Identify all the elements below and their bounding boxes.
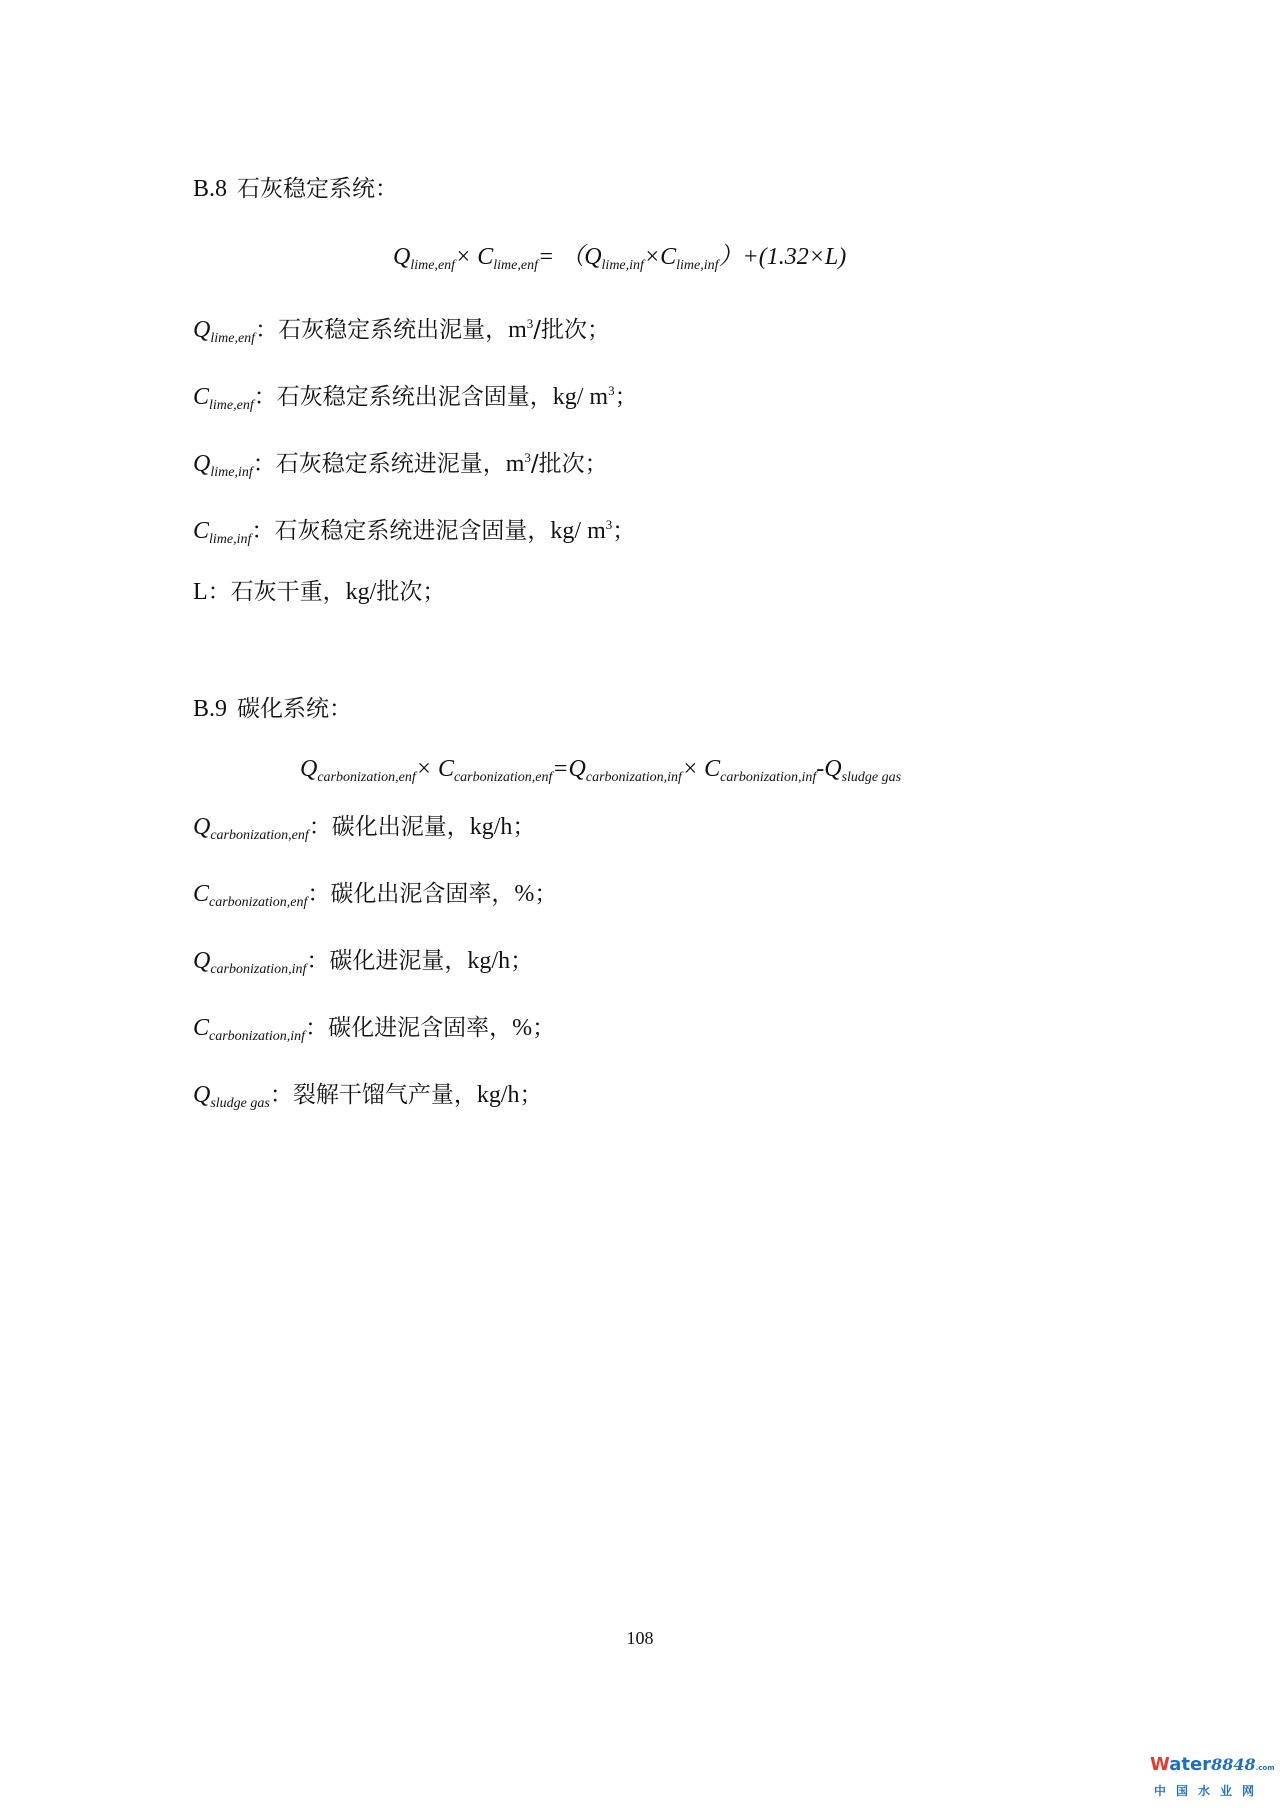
formula-symbol: C xyxy=(477,244,494,270)
def-symbol: C xyxy=(193,1015,210,1041)
def-unit: m xyxy=(508,317,527,343)
formula-subscript: sludge gas xyxy=(841,770,902,785)
def-superscript: 3 xyxy=(524,450,531,465)
def-subscript: lime,enf xyxy=(210,331,256,346)
b9-def-q-inf xyxy=(193,946,533,985)
def-tail: 批次； xyxy=(376,579,446,605)
formula-subscript: carbonization,inf xyxy=(720,770,817,785)
def-text: ：碳化出泥含固率， xyxy=(307,881,515,907)
b8-def-q-enf xyxy=(193,309,610,354)
def-tail: /批次； xyxy=(533,317,610,343)
b9-formula xyxy=(300,754,901,793)
b8-heading-title: 石灰稳定系统： xyxy=(237,176,399,202)
def-text: ：碳化进泥含固率， xyxy=(305,1015,513,1041)
formula-subscript: lime,inf xyxy=(601,258,644,273)
def-text: ：石灰稳定系统进泥含固量， xyxy=(251,518,551,544)
def-symbol: Q xyxy=(193,1082,211,1108)
b9-def-q-enf xyxy=(193,812,535,851)
def-subscript: sludge gas xyxy=(210,1096,270,1111)
watermark-number: 8848 xyxy=(1211,1755,1256,1774)
def-text: ：石灰稳定系统进泥量， xyxy=(252,451,506,477)
watermark-domain: .com xyxy=(1255,1764,1275,1772)
b8-heading xyxy=(193,174,398,204)
formula-subscript: lime,enf xyxy=(410,258,456,273)
def-unit: m xyxy=(505,451,525,477)
def-subscript: carbonization,inf xyxy=(209,1029,306,1044)
def-unit: kg/ m xyxy=(552,384,609,410)
def-text: ：石灰稳定系统出泥含固量， xyxy=(253,384,553,410)
def-text: ：石灰干重， xyxy=(207,579,346,605)
def-text: ：石灰稳定系统出泥量， xyxy=(255,317,509,343)
formula-symbol: Q xyxy=(568,756,586,782)
def-superscript: 3 xyxy=(608,383,615,398)
formula-paren: ） xyxy=(718,244,743,270)
formula-subscript: carbonization,inf xyxy=(585,770,682,785)
def-unit: kg/h xyxy=(469,814,513,840)
b8-heading-number: B.8 xyxy=(193,176,228,202)
b8-def-l xyxy=(193,577,445,607)
watermark-ater: ater xyxy=(1169,1754,1212,1775)
def-tail: ； xyxy=(612,518,636,544)
formula-symbol: Q xyxy=(393,244,411,270)
watermark-logo xyxy=(1150,1754,1275,1801)
formula-tail: +(1.32×L) xyxy=(742,244,847,270)
b8-def-q-inf xyxy=(193,443,608,488)
def-subscript: carbonization,enf xyxy=(209,895,308,910)
def-tail: ； xyxy=(614,384,638,410)
def-superscript: 3 xyxy=(526,316,534,331)
def-symbol: C xyxy=(193,881,210,907)
b9-heading-title: 碳化系统： xyxy=(237,696,353,722)
def-tail: ； xyxy=(532,1015,556,1041)
def-tail: ； xyxy=(512,814,536,840)
def-unit: kg/ xyxy=(345,579,377,605)
def-subscript: carbonization,enf xyxy=(210,828,309,843)
def-unit: kg/h xyxy=(476,1082,520,1108)
formula-symbol: C xyxy=(660,244,677,270)
def-symbol: C xyxy=(193,384,210,410)
formula-operator: × xyxy=(415,756,432,782)
formula-operator: = xyxy=(538,244,555,270)
formula-subscript: lime,enf xyxy=(493,258,538,273)
b8-def-c-enf xyxy=(193,376,638,421)
formula-subscript: carbonization,enf xyxy=(453,770,553,785)
def-symbol: L xyxy=(193,579,208,605)
formula-operator: × xyxy=(643,244,661,270)
def-symbol: Q xyxy=(193,948,211,974)
b9-heading-number: B.9 xyxy=(193,696,228,722)
def-symbol: C xyxy=(193,518,210,544)
formula-operator: × xyxy=(681,756,699,782)
def-unit: % xyxy=(512,1015,533,1041)
formula-symbol: C xyxy=(704,756,721,782)
b9-def-c-enf xyxy=(193,879,557,918)
def-unit: kg/ m xyxy=(550,518,606,544)
watermark-w: W xyxy=(1150,1754,1170,1775)
formula-operator: × xyxy=(455,244,472,270)
def-symbol: Q xyxy=(193,814,211,840)
def-text: ：碳化进泥量， xyxy=(306,948,468,974)
def-tail: ； xyxy=(510,948,534,974)
formula-operator: - xyxy=(816,756,825,782)
formula-subscript: carbonization,enf xyxy=(317,770,416,785)
watermark-wordmark xyxy=(1150,1754,1275,1778)
watermark-chinese: 中国水业网 xyxy=(1154,1784,1265,1798)
b8-formula xyxy=(393,242,846,281)
def-text: ：裂解干馏气产量， xyxy=(269,1082,477,1108)
def-subscript: lime,enf xyxy=(209,398,254,413)
b8-def-c-inf xyxy=(193,510,635,555)
def-tail: ； xyxy=(519,1082,543,1108)
formula-symbol: C xyxy=(437,756,454,782)
formula-symbol: Q xyxy=(584,244,602,270)
def-text: ：碳化出泥量， xyxy=(308,814,470,840)
def-symbol: Q xyxy=(193,317,211,343)
formula-paren: （ xyxy=(560,244,585,270)
def-subscript: lime,inf xyxy=(209,532,252,547)
def-tail: ； xyxy=(534,881,558,907)
formula-operator: = xyxy=(552,756,569,782)
def-subscript: lime,inf xyxy=(210,465,253,480)
def-symbol: Q xyxy=(193,451,211,477)
def-subscript: carbonization,inf xyxy=(210,962,307,977)
def-tail: /批次； xyxy=(530,451,608,477)
def-unit: % xyxy=(514,881,535,907)
b9-heading xyxy=(193,694,352,724)
page-number: 108 xyxy=(626,1628,654,1648)
formula-symbol: Q xyxy=(824,756,842,782)
formula-symbol: Q xyxy=(300,756,318,782)
def-superscript: 3 xyxy=(605,517,613,532)
b9-def-c-inf xyxy=(193,1013,555,1052)
formula-subscript: lime,inf xyxy=(676,258,719,273)
def-unit: kg/h xyxy=(467,948,511,974)
b9-def-q-gas xyxy=(193,1080,543,1119)
